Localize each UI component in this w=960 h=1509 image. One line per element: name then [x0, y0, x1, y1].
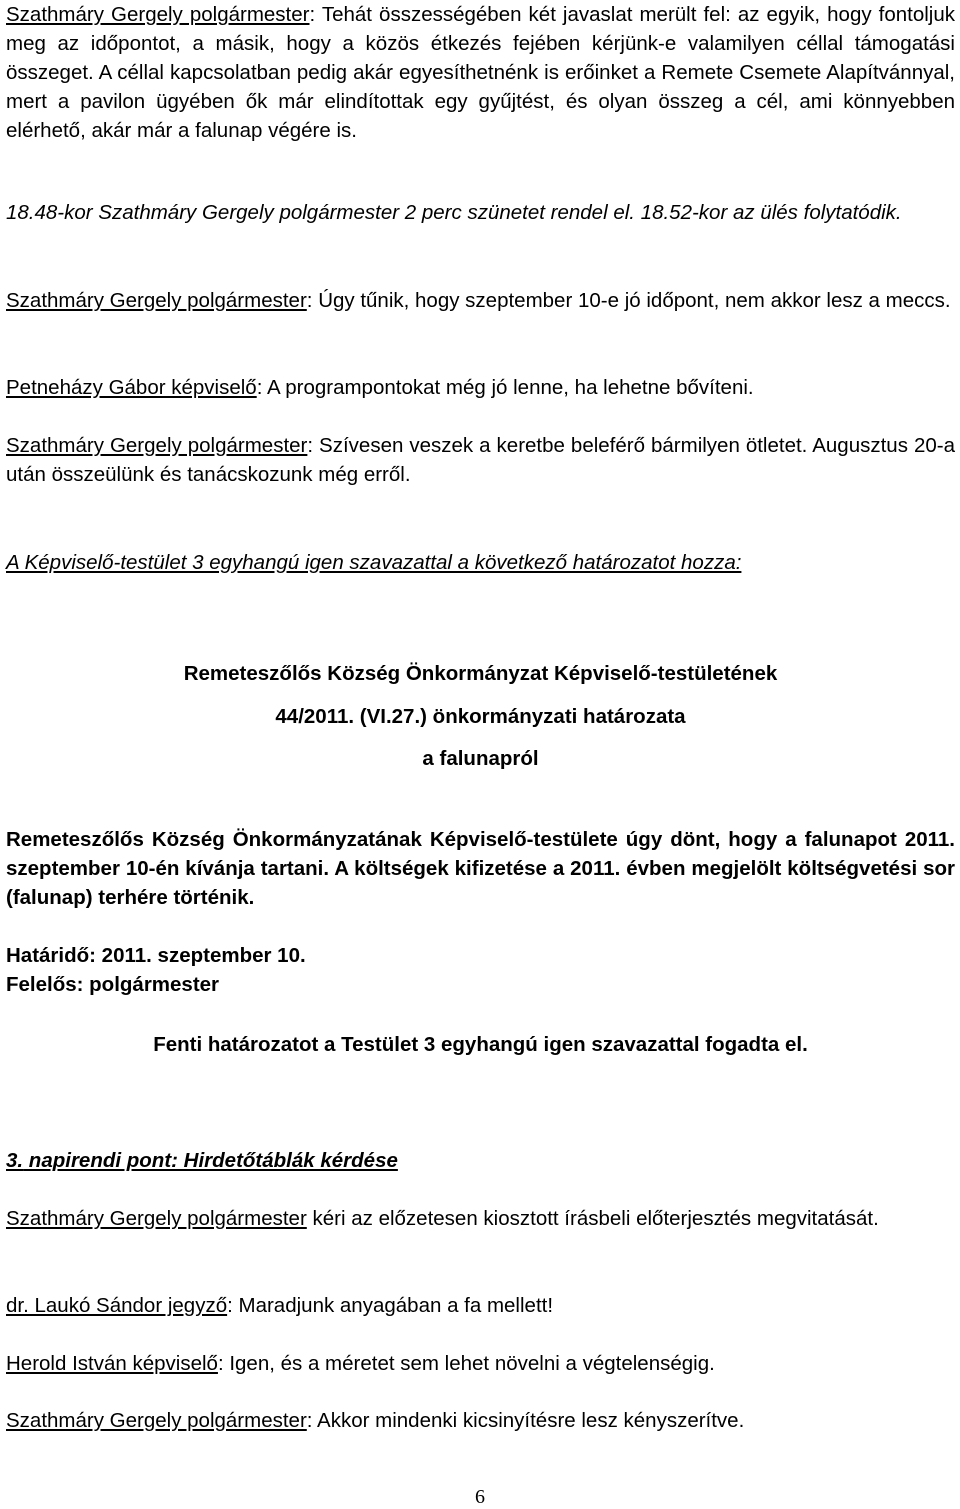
resolution-number: 44/2011. (VI.27.) önkormányzati határozata [275, 705, 686, 728]
speaker-name: Szathmáry Gergely polgármester [6, 1409, 307, 1432]
speaker-name: Petneházy Gábor képviselő [6, 376, 257, 399]
resolution-responsible: Felelős: polgármester [6, 973, 220, 996]
resolution-text: Remeteszőlős Község Önkormányzatának Képviselő-testülete úgy dönt, hogy a falunapot 2011. szeptember 10-én kívánja tartani. A költségek kifizetése a 2011. évben megjelölt költségvetési sor (falunap) terhére történik. [6, 828, 955, 909]
speech-text: : Úgy tűnik, hogy szeptember 10-e jó időpont, nem akkor lesz a meccs. [306, 289, 951, 312]
paragraph-mayor-proposal [6, 1204, 955, 1233]
paragraph-mayor-summary [6, 0, 955, 145]
speech-text: kéri az előzetesen kiosztott írásbeli előterjesztés megvitatását. [306, 1207, 879, 1230]
speaker-name: Szathmáry Gergely polgármester [6, 1207, 307, 1230]
paragraph-mayor-date [6, 286, 955, 315]
paragraph-herold [6, 1349, 955, 1378]
agenda-item-heading [6, 1146, 955, 1175]
agenda-number: 3. [6, 1149, 24, 1172]
paragraph-mayor-closing [6, 1406, 955, 1435]
speech-text: : Igen, és a méretet sem lehet növelni a végtelenségig. [217, 1352, 715, 1375]
paragraph-mayor-ideas [6, 431, 955, 489]
resolution-adopted: Fenti határozatot a Testület 3 egyhangú igen szavazattal fogadta el. [153, 1033, 808, 1056]
resolution-subject: a falunapról [422, 747, 539, 770]
speech-text: : Szívesen veszek a keretbe beleférő bármilyen ötletet. Augusztus 20-a után összeülünk és tanácskozunk még erről. [6, 434, 955, 486]
vote-intro: A Képviselő-testület 3 egyhangú igen szavazattal a következő határozatot hozza: [6, 551, 742, 574]
speaker-name: dr. Laukó Sándor jegyző [6, 1294, 228, 1317]
resolution-deadline: Határidő: 2011. szeptember 10. [6, 944, 306, 967]
speaker-name: Szathmáry Gergely polgármester [6, 3, 310, 26]
session-pause-note: 18.48-kor Szathmáry Gergely polgármester 2 perc szünetet rendel el. 18.52-kor az ülés folytatódik. [6, 201, 902, 224]
agenda-title: napirendi pont: Hirdetőtáblák kérdése [23, 1149, 398, 1172]
speech-text: : Maradjunk anyagában a fa mellett! [227, 1294, 554, 1317]
paragraph-notary [6, 1291, 955, 1320]
speech-text: : Tehát összességében két javaslat merült fel: az egyik, hogy fontoljuk meg az időpontot, a másik, hogy a közös étkezés fejében kérjünk-e valamilyen céllal támogatási összeget. A céllal kapcsolatban pedig akár egyesíthetnénk is erőinket a Remete Csemete Alapítvánnyal, mert a pavilon ügyében ők már elindítottak egy gyűjtést, és olyan összeg a cél, ami könnyebben elérhető, akár már a falunap végére is. [6, 3, 955, 142]
speaker-name: Herold István képviselő [6, 1352, 218, 1375]
speech-text: : Akkor mindenki kicsinyítésre lesz kényszerítve. [306, 1409, 745, 1432]
speech-text: : A programpontokat még jó lenne, ha lehetne bővíteni. [256, 376, 754, 399]
paragraph-petnehazy [6, 373, 955, 402]
speaker-name: Szathmáry Gergely polgármester [6, 289, 307, 312]
speaker-name: Szathmáry Gergely polgármester [6, 434, 308, 457]
resolution-heading-body: Remeteszőlős Község Önkormányzat Képviselő-testületének [183, 662, 778, 685]
page-number: 6 [475, 1486, 485, 1508]
